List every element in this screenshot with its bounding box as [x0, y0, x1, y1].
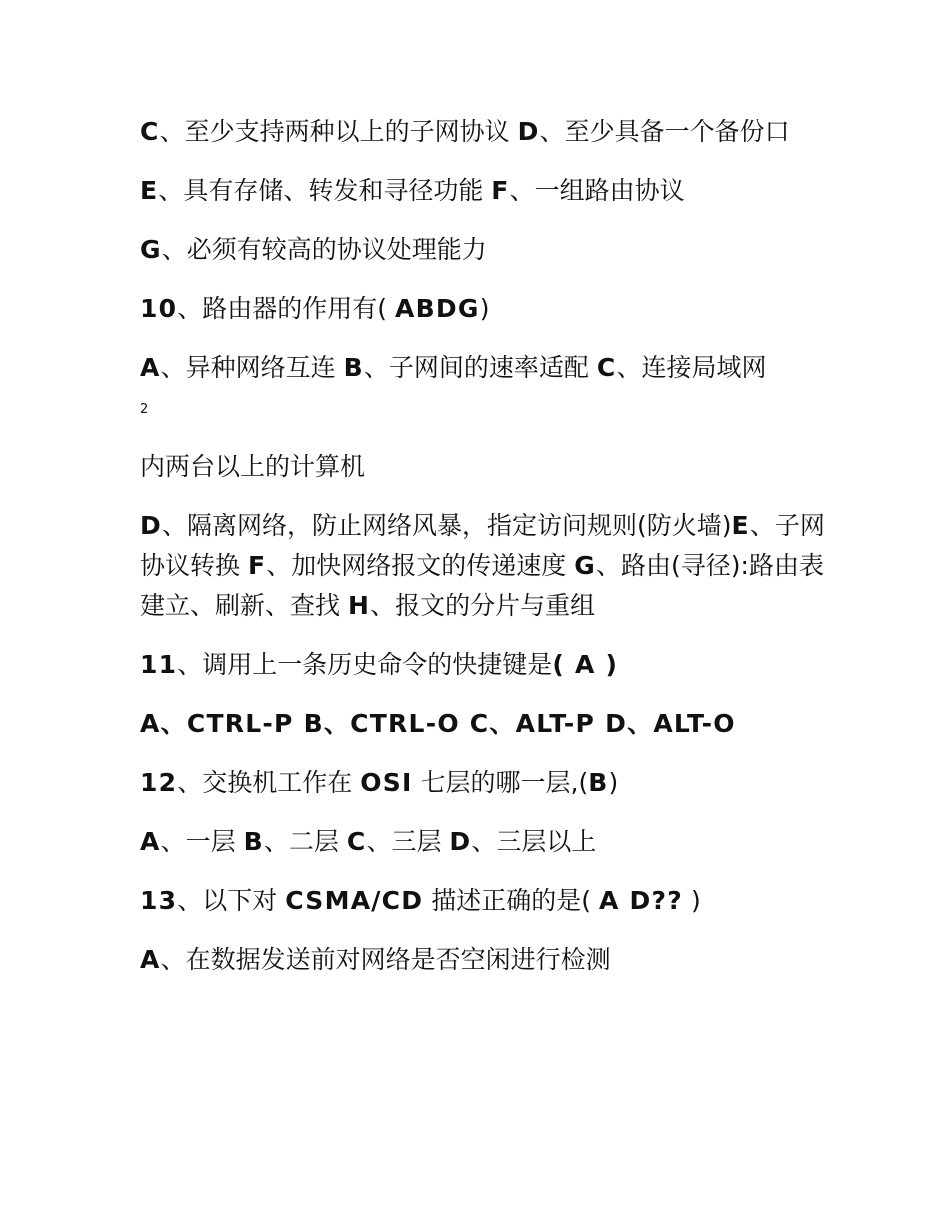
text-segment: 、二层 — [263, 827, 347, 856]
text-segment: 七层的哪一层,( — [412, 768, 589, 797]
text-segment: D — [517, 117, 540, 146]
text-segment: CSMA/CD — [285, 886, 424, 915]
text-segment: 、路由(寻径):路由表建立、刷新、查找 — [140, 551, 824, 620]
line-q10-c-cont — [140, 447, 830, 487]
text-segment: ABDG — [395, 294, 480, 323]
text-segment: OSI — [360, 768, 413, 797]
text-segment: 、报文的分片与重组 — [370, 591, 596, 620]
text-segment: C — [346, 827, 367, 856]
text-segment: E — [731, 511, 750, 540]
text-segment: 12 — [140, 768, 178, 797]
text-segment: 、一层 — [160, 827, 244, 856]
text-segment: 、连接局域网 — [616, 353, 767, 382]
text-segment: ( A ) — [552, 650, 619, 679]
text-segment: ) — [608, 768, 619, 797]
line-q13-a — [140, 940, 830, 980]
text-segment: 、必须有较高的协议处理能力 — [161, 235, 487, 264]
text-segment: B — [243, 827, 264, 856]
line-q11 — [140, 645, 830, 685]
text-segment: 、子网间的速率适配 — [363, 353, 597, 382]
text-segment: 、至少具备一个备份口 — [539, 117, 790, 146]
line-q10-abc — [140, 348, 830, 388]
text-segment: F — [247, 551, 267, 580]
text-segment: B — [588, 768, 609, 797]
line-page-number — [140, 401, 830, 419]
text-segment: C — [140, 117, 160, 146]
text-segment: 、在数据发送前对网络是否空闲进行检测 — [160, 945, 611, 974]
text-segment: A、CTRL-P B、CTRL-O C、ALT-P D、ALT-O — [140, 709, 736, 738]
text-segment: 、交换机工作在 — [177, 768, 361, 797]
text-segment: A D?? — [598, 886, 683, 915]
text-segment: A — [140, 827, 161, 856]
line-q10-d-h — [140, 506, 830, 626]
text-segment: 、调用上一条历史命令的快捷键是 — [177, 650, 553, 679]
line-q12-options — [140, 822, 830, 862]
line-q11-options — [140, 704, 830, 744]
text-segment: E — [140, 176, 159, 205]
line-q13 — [140, 881, 830, 921]
text-segment: 2 — [140, 402, 149, 417]
text-segment: C — [596, 353, 617, 382]
text-segment: 、三层 — [366, 827, 450, 856]
text-segment: 11 — [140, 650, 178, 679]
document-page — [140, 112, 830, 999]
text-segment: 、隔离网络，防止网络风暴，指定访问规则(防火墙) — [162, 511, 732, 540]
text-segment: 、以下对 — [177, 886, 286, 915]
text-segment: 、三层以上 — [471, 827, 597, 856]
text-segment: 描述正确的是( — [423, 886, 599, 915]
text-segment: H — [347, 591, 371, 620]
text-segment: F — [491, 176, 510, 205]
text-segment: 内两台以上的计算机 — [140, 452, 366, 481]
text-segment: 、一组路由协议 — [509, 176, 685, 205]
text-segment: G — [140, 235, 162, 264]
text-segment: D — [140, 511, 163, 540]
text-segment: 、路由器的作用有( — [177, 294, 395, 323]
text-segment: A — [140, 945, 161, 974]
text-segment: 、加快网络报文的传递速度 — [266, 551, 575, 580]
line-q12 — [140, 763, 830, 803]
line-c-d — [140, 112, 830, 152]
text-segment: 、具有存储、转发和寻径功能 — [158, 176, 492, 205]
text-segment: 、至少支持两种以上的子网协议 — [159, 117, 518, 146]
text-segment: B — [343, 353, 364, 382]
text-segment: G — [574, 551, 597, 580]
line-g — [140, 230, 830, 270]
text-segment: 、子网协议转换 — [140, 511, 825, 580]
line-e-f — [140, 171, 830, 211]
text-segment: D — [449, 827, 472, 856]
text-segment: 13 — [140, 886, 178, 915]
text-segment: ) — [683, 886, 701, 915]
text-segment: ) — [479, 294, 490, 323]
text-segment: 、异种网络互连 — [160, 353, 344, 382]
line-q10 — [140, 289, 830, 329]
text-segment: 10 — [140, 294, 178, 323]
text-segment: A — [140, 353, 161, 382]
